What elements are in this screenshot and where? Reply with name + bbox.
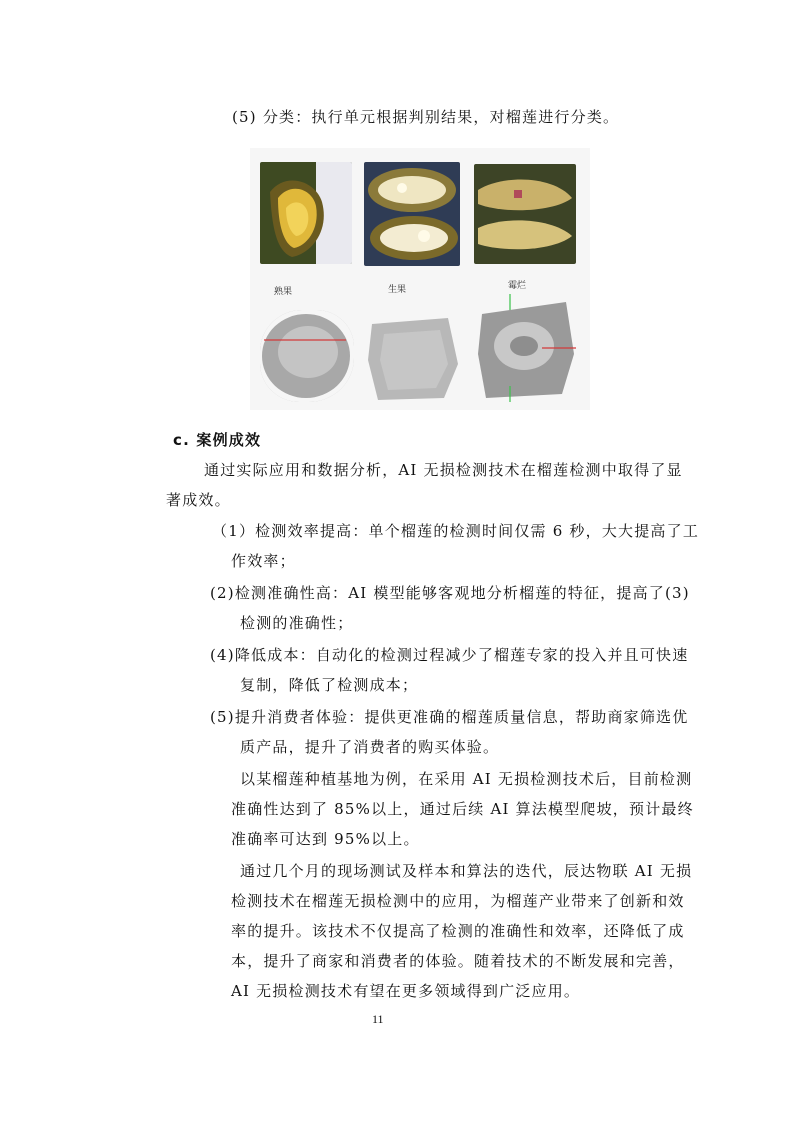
unripe-xray-image (364, 314, 462, 402)
section-heading: c. 案例成效 (173, 431, 262, 449)
conclusion-line-5: AI 无损检测技术有望在更多领域得到广泛应用。 (231, 982, 581, 1000)
item-2-line-2: 检测的准确性； (240, 614, 354, 632)
item-4-line-2: 复制，降低了检测成本； (240, 676, 419, 694)
rotten-xray-image (476, 294, 576, 402)
conclusion-line-2: 检测技术在榴莲无损检测中的应用，为榴莲产业带来了创新和效 (231, 892, 685, 910)
rotten-durian-photo (474, 164, 576, 264)
case-line-1: 以某榴莲种植基地为例，在采用 AI 无损检测技术后，目前检测 (240, 770, 693, 788)
ripe-xray-image (260, 310, 354, 402)
item-1-line-2: 作效率； (231, 552, 296, 570)
case-line-3: 准确率可达到 95%以上。 (231, 830, 420, 848)
item-5-line-1: (5)提升消费者体验：提供更准确的榴莲质量信息，帮助商家筛选优 (210, 708, 689, 726)
caption-ripe: 熟果 (274, 287, 293, 297)
intro-line-1: 通过实际应用和数据分析，AI 无损检测技术在榴莲检测中取得了显 (204, 461, 683, 479)
intro-line-2: 著成效。 (166, 491, 231, 509)
item-1-line-1: （1）检测效率提高：单个榴莲的检测时间仅需 6 秒，大大提高了工 (212, 522, 700, 540)
conclusion-line-1: 通过几个月的现场测试及样本和算法的迭代，辰达物联 AI 无损 (240, 862, 693, 880)
item-2-line-1: (2)检测准确性高：AI 模型能够客观地分析榴莲的特征，提高了(3) (210, 584, 690, 602)
item-4-line-1: (4)降低成本：自动化的检测过程减少了榴莲专家的投入并且可快速 (210, 646, 689, 664)
caption-unripe: 生果 (388, 285, 407, 295)
ripe-durian-photo (260, 162, 352, 264)
step-5-text: (5) 分类：执行单元根据判别结果，对榴莲进行分类。 (232, 108, 620, 126)
unripe-durian-photo (364, 162, 460, 266)
caption-rotten: 霉烂 (508, 281, 527, 291)
case-line-2: 准确性达到了 85%以上，通过后续 AI 算法模型爬坡，预计最终 (231, 800, 694, 818)
conclusion-line-3: 率的提升。该技术不仅提高了检测的准确性和效率，还降低了成 (231, 922, 685, 940)
durian-classification-figure (250, 148, 590, 410)
conclusion-line-4: 本，提升了商家和消费者的体验。随着技术的不断发展和完善， (231, 952, 685, 970)
page-number: 11 (372, 1012, 384, 1026)
item-5-line-2: 质产品，提升了消费者的购买体验。 (240, 738, 500, 756)
